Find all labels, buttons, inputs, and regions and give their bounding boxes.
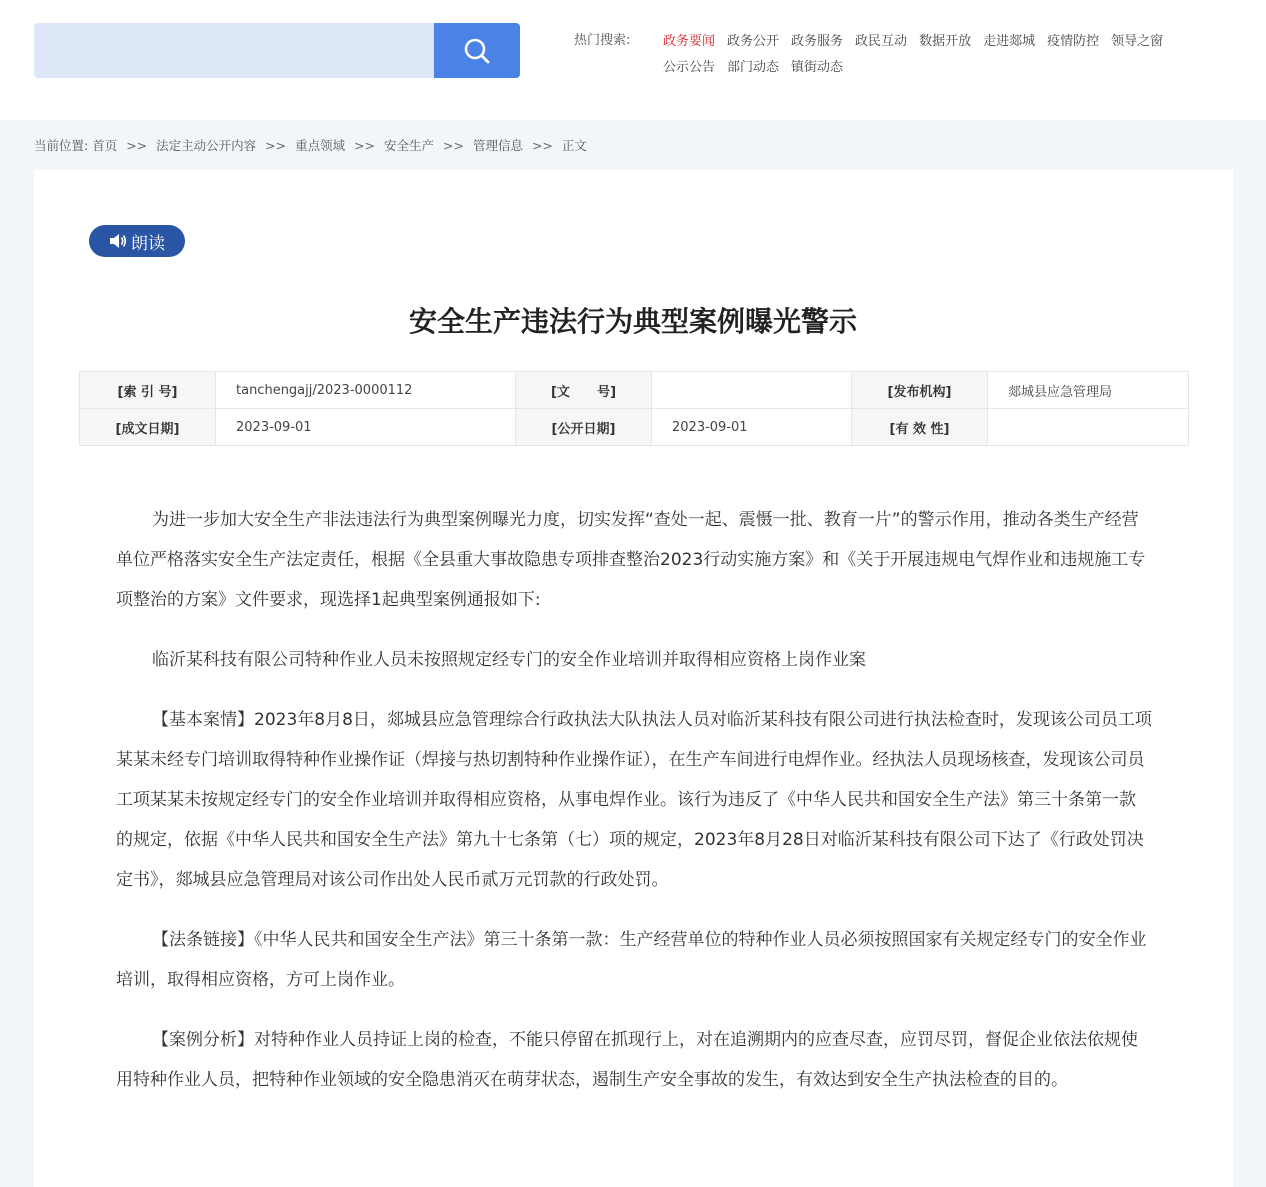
meta-docno-value bbox=[652, 372, 852, 409]
article-meta-table bbox=[79, 371, 1189, 446]
article-paragraph: 【案例分析】对特种作业人员持证上岗的检查，不能只停留在抓现行上，对在追溯期内的应查尽查，应罚尽罚，督促企业依法依规使用特种作业人员，把特种作业领域的安全隐患消灭在萌芽状态，遏制生产安全事故的发生，有效达到安全生产执法检查的目的。 bbox=[116, 1030, 1138, 1090]
hot-link-data[interactable]: 数据开放 bbox=[919, 34, 972, 49]
meta-org-label: [发布机构] bbox=[852, 372, 988, 409]
breadcrumb-sep: >> bbox=[531, 138, 553, 153]
breadcrumb-home[interactable]: 首页 bbox=[92, 138, 118, 153]
breadcrumb-sep: >> bbox=[354, 138, 376, 153]
article-paragraph: 【基本案情】2023年8月8日，郯城县应急管理综合行政执法大队执法人员对临沂某科技有限公司进行执法检查时，发现该公司员工项某某未经专门培训取得特种作业操作证（焊接与热切割特种作业操作证），在生产车间进行电焊作业。经执法人员现场核查，发现该公司员工项某某未按规定经专门的安全作业培训并取得相应资格，从事电焊作业。该行为违反了《中华人民共和国安全生产法》第三十条第一款的规定，依据《中华人民共和国安全生产法》第九十七条第（七）项的规定，2023年8月28日对临沂某科技有限公司下达了《行政处罚决定书》，郯城县应急管理局对该公司作出处人民币贰万元罚款的行政处罚。 bbox=[116, 710, 1152, 890]
breadcrumb-key-areas[interactable]: 重点领域 bbox=[295, 138, 346, 153]
article-paragraph: 【法条链接】《中华人民共和国安全生产法》第三十条第一款：生产经营单位的特种作业人员必须按照国家有关规定经专门的安全作业培训，取得相应资格，方可上岗作业。 bbox=[116, 930, 1147, 990]
hot-link-epidemic[interactable]: 疫情防控 bbox=[1047, 34, 1100, 49]
meta-public-value: 2023-09-01 bbox=[652, 409, 852, 446]
hot-link-open[interactable]: 政务公开 bbox=[727, 34, 780, 49]
article-paragraph: 临沂某科技有限公司特种作业人员未按照规定经专门的安全作业培训并取得相应资格上岗作业案 bbox=[152, 650, 866, 670]
meta-valid-label: [有 效 性] bbox=[852, 409, 988, 446]
hot-link-notice[interactable]: 公示公告 bbox=[663, 60, 716, 75]
read-aloud-label: 朗读 bbox=[131, 233, 165, 254]
breadcrumb-sep: >> bbox=[126, 138, 148, 153]
hot-link-service[interactable]: 政务服务 bbox=[791, 34, 844, 49]
breadcrumb bbox=[34, 136, 587, 154]
breadcrumb-sep: >> bbox=[443, 138, 464, 153]
read-aloud-button[interactable] bbox=[89, 225, 185, 257]
search-button[interactable] bbox=[434, 23, 520, 78]
hot-link-interaction[interactable]: 政民互动 bbox=[855, 34, 908, 49]
breadcrumb-management[interactable]: 管理信息 bbox=[472, 138, 523, 153]
breadcrumb-sep: >> bbox=[265, 138, 287, 153]
hot-link-town[interactable]: 镇街动态 bbox=[791, 60, 844, 75]
search-input[interactable] bbox=[34, 23, 434, 78]
meta-written-label: [成文日期] bbox=[80, 409, 216, 446]
breadcrumb-current: 正文 bbox=[561, 138, 587, 153]
hot-search-label: 热门搜索: bbox=[574, 33, 631, 48]
hot-link-dept[interactable]: 部门动态 bbox=[727, 60, 780, 75]
meta-row bbox=[80, 372, 1189, 409]
meta-index-label: [索 引 号] bbox=[80, 372, 216, 409]
hot-link-about[interactable]: 走进郯城 bbox=[983, 34, 1036, 49]
search-icon bbox=[463, 37, 491, 65]
meta-index-value: tanchengajj/2023-0000112 bbox=[216, 372, 516, 409]
meta-public-label: [公开日期] bbox=[516, 409, 652, 446]
article-body bbox=[116, 500, 1152, 1120]
meta-valid-value bbox=[988, 409, 1189, 446]
meta-org-value: 郯城县应急管理局 bbox=[988, 372, 1189, 409]
meta-row bbox=[80, 409, 1189, 446]
hot-link-leaders[interactable]: 领导之窗 bbox=[1111, 34, 1164, 49]
hot-search-links bbox=[663, 29, 1243, 81]
meta-docno-label: [文 号] bbox=[516, 372, 652, 409]
breadcrumb-legal[interactable]: 法定主动公开内容 bbox=[156, 138, 257, 153]
breadcrumb-prefix: 当前位置: bbox=[34, 138, 89, 153]
hot-link-news[interactable]: 政务要闻 bbox=[663, 34, 716, 49]
article-title: 安全生产违法行为典型案例曝光警示 bbox=[408, 305, 857, 338]
article-paragraph: 为进一步加大安全生产非法违法行为典型案例曝光力度，切实发挥“查处一起、震慑一批、教育一片”的警示作用，推动各类生产经营单位严格落实安全生产法定责任，根据《全县重大事故隐患专项排查整治2023行动实施方案》和《关于开展违规电气焊作业和违规施工专项整治的方案》文件要求，现选择1起典型案例通报如下: bbox=[116, 510, 1146, 610]
speaker-icon bbox=[109, 233, 127, 249]
breadcrumb-safety[interactable]: 安全生产 bbox=[384, 138, 435, 153]
meta-written-value: 2023-09-01 bbox=[216, 409, 516, 446]
